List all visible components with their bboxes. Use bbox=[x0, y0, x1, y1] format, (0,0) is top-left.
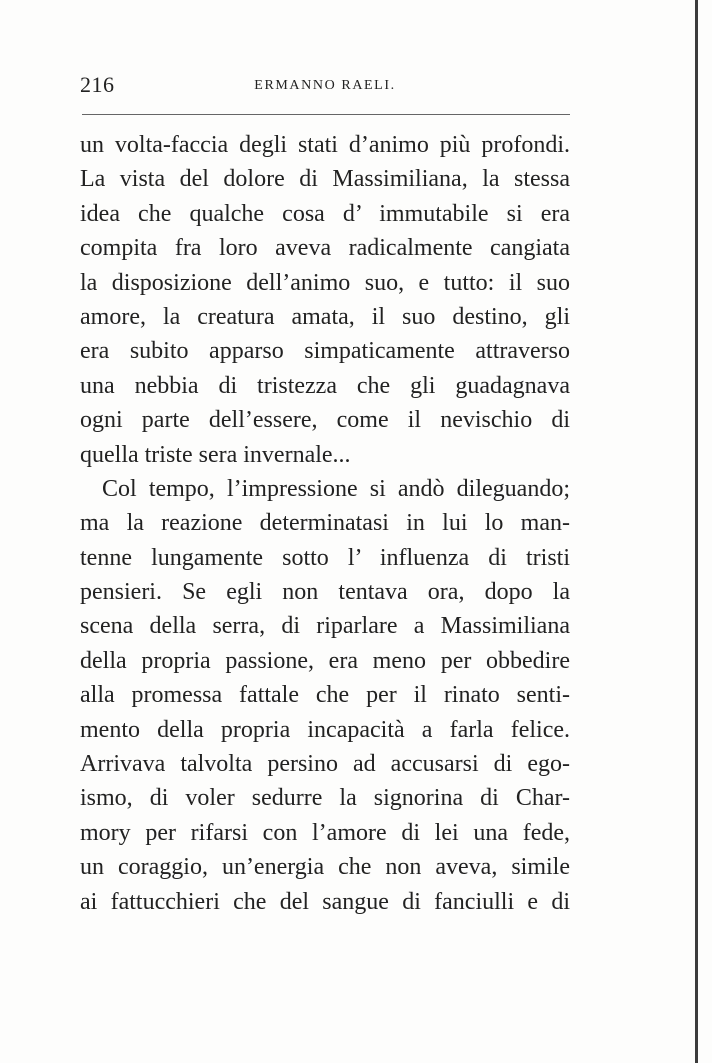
text-line: alla promessa fattale che per il rinato senti- bbox=[80, 682, 570, 709]
text-line: quella triste sera invernale... bbox=[80, 441, 351, 468]
text-line: ismo, di voler sedurre la signorina di Char- bbox=[80, 785, 570, 812]
text-line: amore, la creatura amata, il suo destino, gli bbox=[80, 303, 570, 330]
body-text bbox=[80, 128, 570, 919]
text-line: Arrivava talvolta persino ad accusarsi di ego- bbox=[80, 751, 570, 778]
page-number: 216 bbox=[80, 72, 115, 97]
text-line: della propria passione, era meno per obbedire bbox=[80, 647, 570, 674]
page-header bbox=[80, 72, 570, 102]
text-line: mory per rifarsi con l’amore di lei una fede, bbox=[80, 819, 570, 846]
text-line: era subito apparso simpaticamente attraverso bbox=[80, 338, 570, 365]
text-line: un coraggio, un’energia che non aveva, simile bbox=[80, 854, 570, 881]
text-line: ogni parte dell’essere, come il nevischio di bbox=[80, 407, 570, 434]
page-edge-shadow bbox=[695, 0, 698, 1063]
text-line: la disposizione dell’animo suo, e tutto: il suo bbox=[80, 269, 570, 296]
text-line: tenne lungamente sotto l’ influenza di tristi bbox=[80, 544, 570, 571]
text-line: pensieri. Se egli non tentava ora, dopo la bbox=[80, 579, 570, 606]
text-line: ma la reazione determinatasi in lui lo man- bbox=[80, 510, 570, 537]
running-title: ERMANNO RAELI. bbox=[254, 78, 396, 93]
paragraph-start-line: Col tempo, l’impressione si andò dileguando; bbox=[102, 475, 570, 502]
text-line: La vista del dolore di Massimiliana, la stessa bbox=[80, 166, 570, 193]
text-line: un volta-faccia degli stati d’animo più profondi. bbox=[80, 132, 570, 158]
text-line: mento della propria incapacità a farla felice. bbox=[80, 716, 570, 743]
text-line: idea che qualche cosa d’ immutabile si era bbox=[80, 200, 570, 227]
text-line: una nebbia di tristezza che gli guadagnava bbox=[80, 372, 570, 399]
text-line: ai fattucchieri che del sangue di fanciulli e di bbox=[80, 888, 570, 915]
text-line: compita fra loro aveva radicalmente cangiata bbox=[80, 235, 570, 262]
text-line: scena della serra, di riparlare a Massimiliana bbox=[80, 613, 570, 640]
header-rule bbox=[82, 114, 570, 115]
